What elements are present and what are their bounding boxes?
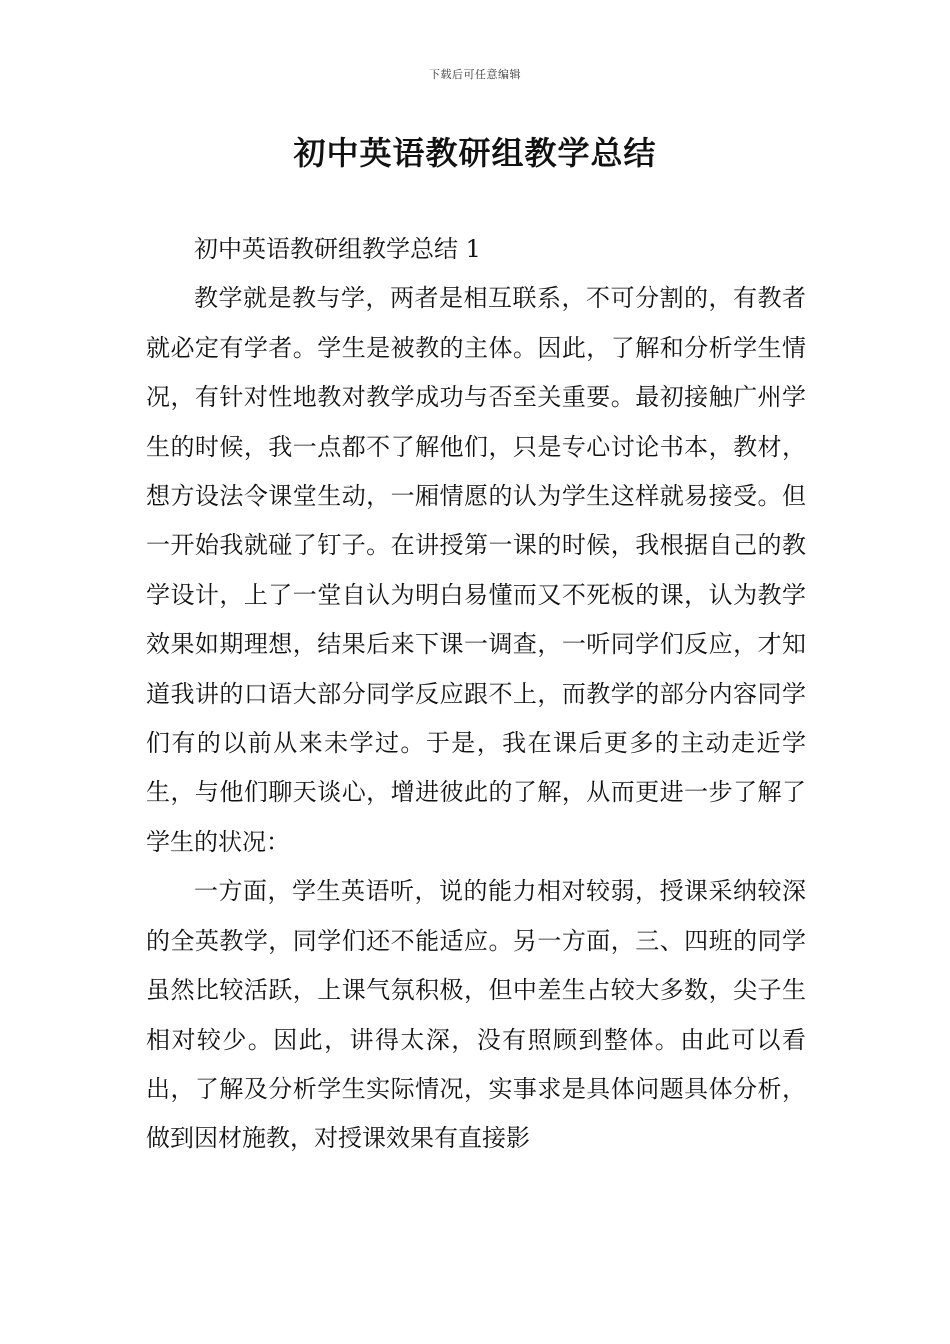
section-heading: 初中英语教研组教学总结 1: [194, 235, 481, 263]
body-paragraph-2: 一方面，学生英语听，说的能力相对较弱，授课采纳较深的全英教学，同学们还不能适应。另一方面，三、四班的同学虽然比较活跃，上课气氛积极，但中差生占较大多数，尖子生相对较少。因此，讲得太深，没有照顾到整体。由此可以看出，了解及分析学生实际情况，实事求是具体问题具体分析，做到因材施教，对授课效果有直接影: [146, 877, 806, 1153]
header-note: 下载后可任意编辑: [429, 68, 521, 81]
body-paragraph-1: 教学就是教与学，两者是相互联系，不可分割的，有教者就必定有学者。学生是被教的主体。因此，了解和分析学生情况，有针对性地教对教学成功与否至关重要。最初接触广州学生的时候，我一点都不了解他们，只是专心讨论书本，教材，想方设法令课堂生动，一厢情愿的认为学生这样就易接受。但一开始我就碰了钉子。在讲授第一课的时候，我根据自己的教学设计，上了一堂自认为明白易懂而又不死板的课，认为教学效果如期理想，结果后来下课一调查，一听同学们反应，才知道我讲的口语大部分同学反应跟不上，而教学的部分内容同学们有的以前从来未学过。于是，我在课后更多的主动走近学生，与他们聊天谈心，增进彼此的了解，从而更进一步了解了学生的状况：: [146, 284, 806, 856]
document-body: [146, 225, 806, 1164]
document-title: 初中英语教研组教学总结: [293, 134, 657, 172]
